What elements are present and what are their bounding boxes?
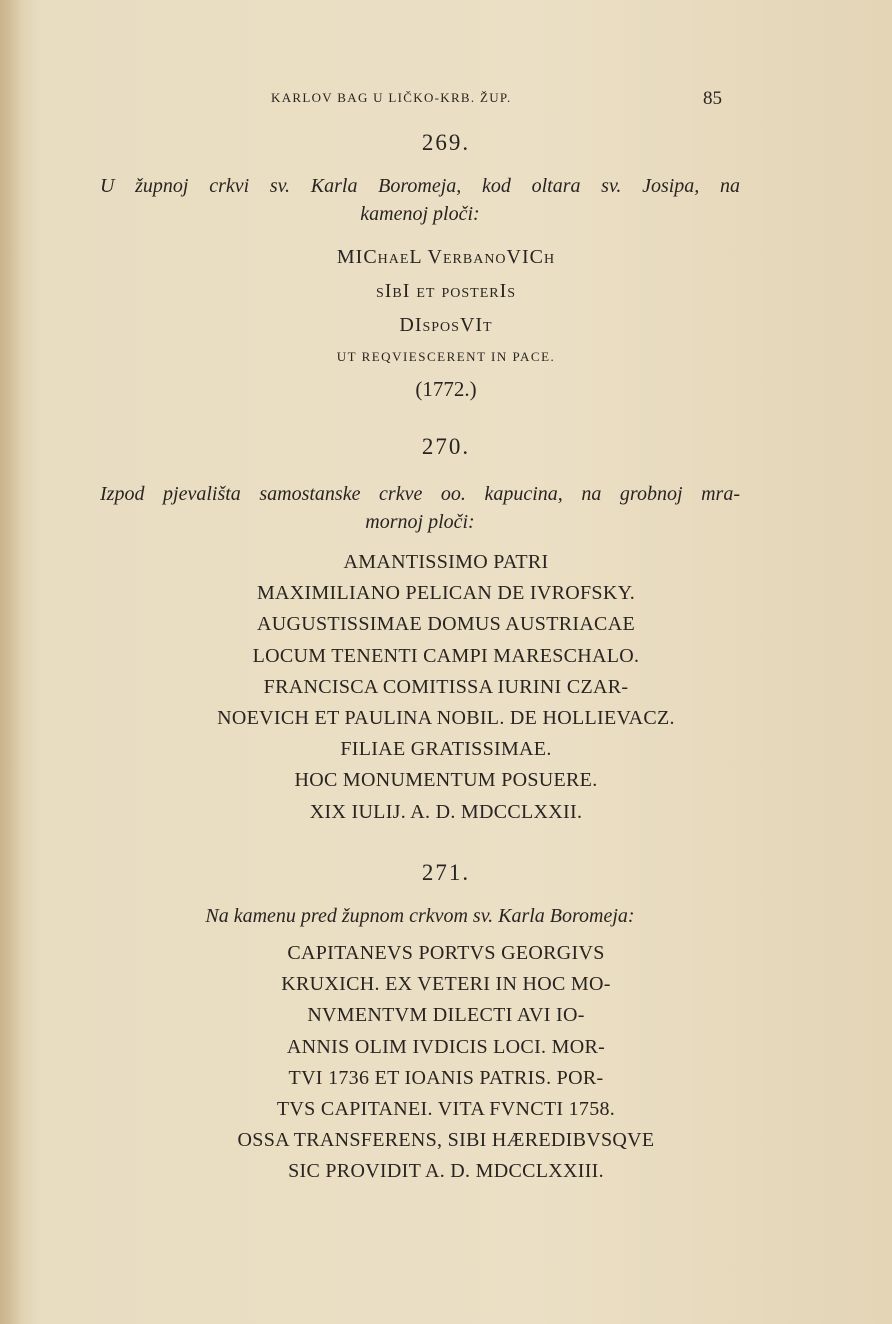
entry-intro-270 [100,480,740,536]
inscription-line: XIX IULIJ. A. D. MDCCLXXII. [309,800,583,823]
inscription-line: FRANCISCA COMITISSA IURINI CZAR- [263,675,629,698]
intro-line: Na kamenu pred župnom crkvom sv. Karla Boromeja: [205,905,635,927]
page-header [0,88,892,110]
inscription-line: (1772.) [415,377,477,401]
running-title: KARLOV BAG U LIČKO-KRB. ŽUP. [271,90,512,105]
inscription-line: AMANTISSIMO PATRI [343,551,549,573]
inscription-line: MIChaeL VerbanoVICh [336,246,556,268]
inscription-line: DIsposVIt [399,314,493,336]
entry-number-270: 270. [421,434,471,459]
intro-line: Izpod pjevališta samostanske crkve oo. kapucina, na grobnoj mra- [100,483,740,505]
inscription-line: SIC PROVIDIT A. D. MDCCLXXIII. [288,1160,604,1183]
inscription-line: NVMENTVM DILECTI AVI IO- [307,1004,585,1027]
entry-number-269: 269. [421,130,471,155]
inscription-line: NOEVICH ET PAULINA NOBIL. DE HOLLIEVACZ. [217,706,675,729]
inscription-line: FILIAE GRATISSIMAE. [340,738,552,761]
intro-line: kamenoj ploči: [360,203,480,225]
inscription-line: KRUXICH. EX VETERI IN HOC MO- [281,973,611,996]
entry-number-271: 271. [421,860,471,885]
inscription-line: TVS CAPITANEI. VITA FVNCTI 1758. [276,1097,616,1120]
inscription-line: ANNIS OLIM IVDICIS LOCI. MOR- [286,1035,606,1058]
intro-line: mornoj ploči: [365,511,475,533]
inscription-line: AUGUSTISSIMAE DOMUS AUSTRIACAE [257,613,635,636]
entry-intro-271 [100,902,740,930]
inscription-line: CAPITANEVS PORTVS GEORGIVS [287,942,605,964]
inscription-line: MAXIMILIANO PELICAN DE IVROFSKY. [256,582,636,605]
inscription-line: UT REQVIESCERENT IN PACE. [336,349,556,364]
entry-intro-269 [100,172,740,228]
inscription-line: sIbI et posterIs [375,280,517,302]
inscription-269 [0,240,892,406]
page-number: 85 [703,88,722,109]
inscription-line: LOCUM TENENTI CAMPI MARESCHALO. [252,644,640,667]
inscription-270 [0,547,892,828]
inscription-271 [0,938,892,1188]
intro-line: U župnoj crkvi sv. Karla Boromeja, kod oltara sv. Josipa, na [100,175,740,197]
inscription-line: OSSA TRANSFERENS, SIBI HÆREDIBVSQVE [237,1129,655,1152]
inscription-line: TVI 1736 ET IOANIS PATRIS. POR- [288,1066,604,1089]
inscription-line: HOC MONUMENTUM POSUERE. [294,769,598,792]
